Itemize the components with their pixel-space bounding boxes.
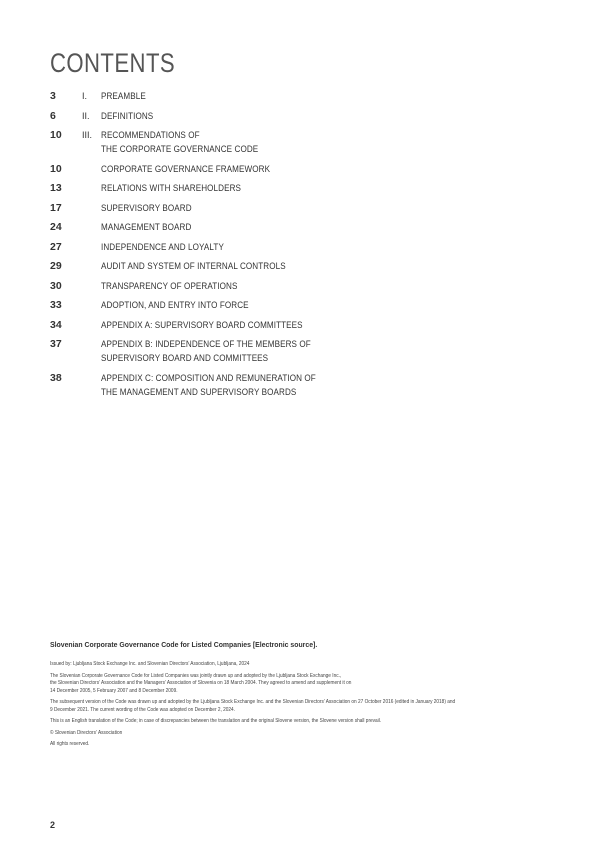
toc-entry-label: DEFINITIONS <box>101 110 154 121</box>
toc-entry-label: PREAMBLE <box>101 91 146 101</box>
toc-entry[interactable] <box>50 201 550 215</box>
imprint-paragraph <box>50 730 516 738</box>
toc-entry[interactable] <box>50 109 550 123</box>
toc-entry-label: RELATIONS WITH SHAREHOLDERS <box>101 183 242 193</box>
imprint-body <box>50 661 540 749</box>
toc-entry-label: TRANSPARENCY OF OPERATIONS <box>101 280 238 291</box>
toc-page-number: 24 <box>50 221 62 233</box>
page-number: 2 <box>50 820 56 830</box>
toc-entry-label: APPENDIX A: SUPERVISORY BOARD COMMITTEES <box>101 319 303 330</box>
imprint-line: © Slovenian Directors’ Association <box>50 729 123 736</box>
toc-page-number: 6 <box>50 109 56 122</box>
toc-entry[interactable] <box>50 337 550 365</box>
imprint-paragraph <box>50 673 516 696</box>
toc-page-number: 38 <box>50 371 62 384</box>
toc-entry-label: INDEPENDENCE AND LOYALTY <box>101 241 224 252</box>
table-of-contents <box>50 89 550 404</box>
toc-entry[interactable] <box>50 240 550 254</box>
imprint-line: 9 December 2021. The current wording of the Code was adopted on December 2, 2024. <box>50 706 236 713</box>
toc-entry-label: ADOPTION, AND ENTRY INTO FORCE <box>101 300 249 310</box>
page-title: CONTENTS <box>50 48 176 78</box>
toc-page-number: 17 <box>50 201 62 214</box>
toc-page-number: 10 <box>50 129 62 141</box>
imprint-paragraph <box>50 661 516 669</box>
imprint-paragraph <box>50 741 516 749</box>
toc-entry[interactable] <box>50 279 550 293</box>
imprint-title: Slovenian Corporate Governance Code for Listed Companies [Electronic source]. <box>50 640 318 649</box>
imprint-line: This is an English translation of the Code; in case of discrepancies between the translation and the original Slovene version, the Slovene version shall prevail. <box>50 718 382 724</box>
imprint-line: the Slovenian Directors’ Association and the Managers’ Association of Slovenia on 18 March 2004. They agreed to amend and supplement it on <box>50 680 352 686</box>
toc-page-number: 27 <box>50 240 62 253</box>
toc-entry-label: APPENDIX B: INDEPENDENCE OF THE MEMBERS OF <box>101 339 311 349</box>
toc-entry[interactable] <box>50 318 550 332</box>
toc-entry-label: THE CORPORATE GOVERNANCE CODE <box>101 144 259 154</box>
imprint-line: The Slovenian Corporate Governance Code for Listed Companies was jointly drawn up and adopted by the Ljubljana Stock Exchange Inc., <box>50 672 342 679</box>
toc-entry[interactable] <box>50 162 550 176</box>
toc-entry-label: AUDIT AND SYSTEM OF INTERNAL CONTROLS <box>101 261 286 271</box>
toc-entry[interactable] <box>50 181 550 195</box>
toc-entry-label: SUPERVISORY BOARD AND COMMITTEES <box>101 353 269 363</box>
toc-entry-label: CORPORATE GOVERNANCE FRAMEWORK <box>101 163 271 174</box>
toc-entry-label: APPENDIX C: COMPOSITION AND REMUNERATION OF <box>101 372 316 383</box>
toc-page-number: 29 <box>50 260 62 272</box>
toc-entry[interactable] <box>50 220 550 234</box>
imprint-line: All rights reserved. <box>50 741 90 747</box>
toc-entry[interactable] <box>50 89 550 103</box>
toc-entry[interactable] <box>50 371 550 399</box>
toc-entry[interactable] <box>50 259 550 273</box>
toc-entry-label: RECOMMENDATIONS OF <box>101 130 200 140</box>
toc-page-number: 33 <box>50 299 62 311</box>
imprint-line: 14 December 2005, 5 February 2007 and 8 December 2009. <box>50 687 178 694</box>
toc-page-number: 10 <box>50 162 62 175</box>
toc-page-number: 37 <box>50 338 62 350</box>
toc-page-number: 3 <box>50 90 56 102</box>
toc-entry[interactable] <box>50 128 550 156</box>
toc-entry-label: MANAGEMENT BOARD <box>101 222 192 232</box>
toc-page-number: 30 <box>50 279 62 292</box>
toc-entry[interactable] <box>50 298 550 312</box>
imprint-line: Issued by: Ljubljana Stock Exchange Inc. and Slovenian Directors’ Association, Ljubljana, 2024 <box>50 661 250 667</box>
toc-section-numeral: III. <box>82 130 93 140</box>
toc-entry-label: THE MANAGEMENT AND SUPERVISORY BOARDS <box>101 386 297 397</box>
imprint-paragraph <box>50 718 516 726</box>
imprint <box>50 640 540 753</box>
imprint-line: The subsequent version of the Code was drawn up and adopted by the Ljubljana Stock Exchange Inc. and the Slovenian Directors’ Association on 27 October 2016 (edited in January 2018) and <box>50 699 456 705</box>
toc-section-numeral: II. <box>82 110 90 121</box>
imprint-paragraph <box>50 699 516 714</box>
toc-page-number: 13 <box>50 182 62 194</box>
toc-entry-label: SUPERVISORY BOARD <box>101 202 192 213</box>
toc-page-number: 34 <box>50 318 62 331</box>
toc-section-numeral: I. <box>82 91 88 101</box>
